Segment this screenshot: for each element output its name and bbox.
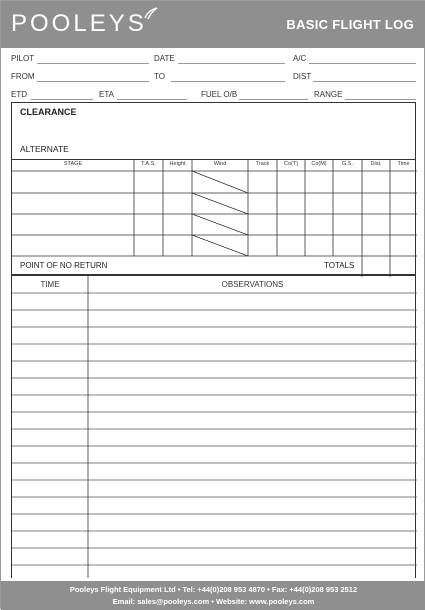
alternate-label: ALTERNATE (20, 144, 69, 154)
footer-contact-line: Pooleys Flight Equipment Ltd • Tel: +44(0)208 953 4870 • Fax: +44(0)208 953 2512 (69, 585, 358, 594)
field-row-pilot (11, 54, 414, 68)
field-row-from (11, 72, 414, 86)
observations-table (11, 276, 416, 578)
col-time: Time (397, 161, 410, 167)
etd-label: ETD (11, 90, 27, 99)
time-column-header: TIME (40, 280, 60, 289)
pilot-label: PILOT (11, 54, 35, 63)
col-ground-speed: G.S. (341, 161, 353, 167)
form-title: BASIC FLIGHT LOG (286, 17, 414, 32)
ac-label: A/C (293, 54, 307, 63)
range-field[interactable] (345, 99, 416, 100)
col-course-magnetic: Co(M) (311, 161, 327, 167)
eta-label: ETA (99, 90, 114, 99)
etd-field[interactable] (31, 99, 93, 100)
swoosh-icon (144, 7, 158, 21)
to-field[interactable] (171, 81, 285, 82)
range-label: RANGE (314, 90, 343, 99)
col-track: Track (255, 161, 270, 167)
date-label: DATE (154, 54, 175, 63)
pooleys-logo: POOLEYS (11, 10, 147, 37)
dist-label: DIST (293, 72, 312, 81)
col-wind: Wind (213, 161, 227, 167)
header-band (1, 1, 425, 48)
clearance-box[interactable] (11, 102, 416, 159)
point-of-no-return-label: POINT OF NO RETURN (20, 261, 108, 270)
fuel-label: FUEL O/B (201, 90, 238, 99)
date-field[interactable] (178, 63, 285, 64)
col-distance: Dist. (370, 161, 382, 167)
to-label: TO (154, 72, 165, 81)
from-field[interactable] (37, 81, 149, 82)
fuel-field[interactable] (239, 99, 308, 100)
col-height: Height (169, 161, 186, 167)
col-stage: STAGE (63, 161, 83, 167)
observations-grid (12, 276, 417, 578)
pilot-field[interactable] (37, 63, 149, 64)
footer-web-line: Email: sales@pooleys.com • Website: www.pooleys.com (112, 597, 315, 606)
clearance-label: CLEARANCE (20, 107, 77, 117)
stage-table (11, 159, 416, 276)
totals-label: TOTALS (324, 261, 355, 270)
observations-column-header: OBSERVATIONS (221, 280, 284, 289)
footer-band (1, 581, 425, 610)
stage-grid (12, 160, 417, 277)
ac-field[interactable] (309, 63, 416, 64)
col-tas: T.A.S. (141, 161, 156, 167)
col-course-true: Co(T) (283, 161, 299, 167)
from-label: FROM (11, 72, 35, 81)
eta-field[interactable] (117, 99, 187, 100)
dist-field[interactable] (313, 81, 416, 82)
